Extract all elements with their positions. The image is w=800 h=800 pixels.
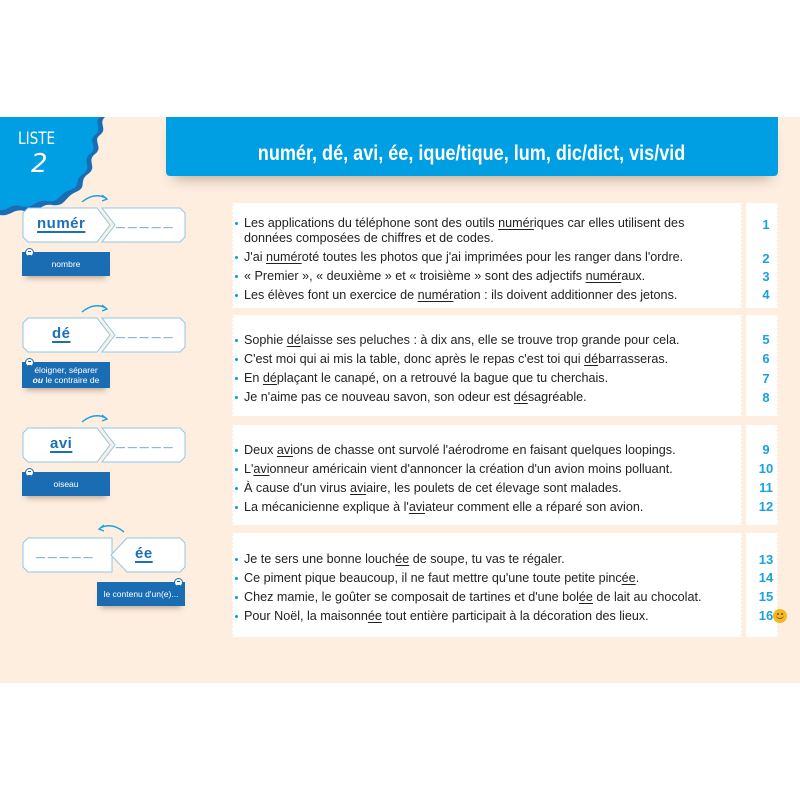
equals-icon (25, 248, 34, 257)
sentence: L'avionneur américain vient d'annoncer la création d'un avion moins polluant. (232, 462, 734, 477)
root-card-ee (22, 537, 192, 573)
meaning-label (22, 252, 110, 276)
sentence-number: 14 (758, 570, 774, 585)
sentence-number: 16 (758, 608, 774, 623)
underlined-root: numér (417, 288, 454, 302)
underlined-root: dé (513, 390, 528, 404)
underlined-root: numér (585, 269, 622, 283)
list-badge (0, 117, 150, 217)
meaning-text: oiseau (53, 479, 79, 489)
sentence: Sophie délaisse ses peluches : à dix ans, elle se trouve trop grande pour cela. (232, 333, 734, 348)
badge-title: LISTE (18, 129, 56, 149)
underlined-root: numér (266, 250, 302, 264)
smiley-face-icon (773, 609, 787, 623)
sentence-number: 12 (758, 499, 774, 514)
badge-number: 2 (31, 149, 48, 179)
meaning-text: éloigner, séparer (34, 365, 98, 375)
underlined-root: avi (253, 462, 270, 476)
sentence-panel-avi (232, 425, 742, 525)
sentence-number: 2 (762, 251, 770, 266)
root-blank: _____ (116, 433, 176, 450)
sentence-number: 5 (762, 332, 770, 347)
curved-arrow-icon (80, 302, 110, 314)
sentence-number: 9 (762, 442, 770, 457)
root-blank: _____ (116, 323, 176, 340)
sentence: Pour Noël, la maisonnée tout entière participait à la décoration des lieux. (232, 609, 734, 624)
sentence-number: 3 (762, 269, 770, 284)
underlined-root: ée (367, 609, 382, 623)
meaning-label (97, 582, 185, 606)
sentence-panel-ee (232, 533, 742, 637)
meaning-text: nombre (51, 259, 81, 269)
underlined-root: dé (262, 371, 277, 385)
sentence: En déplaçant le canapé, on a retrouvé la bague que tu cherchais. (232, 371, 734, 386)
meaning-label (22, 472, 110, 496)
sentence-number: 10 (758, 461, 774, 476)
underlined-root: dé (584, 352, 599, 366)
number-column (746, 425, 778, 525)
underlined-root: ée (578, 590, 593, 604)
underlined-root: avi (350, 481, 367, 495)
meaning-label (22, 362, 110, 388)
equals-icon (25, 468, 34, 477)
sentence: J'ai numéroté toutes les photos que j'ai imprimées pour les ranger dans l'ordre. (232, 250, 734, 265)
root-blank: _____ (116, 213, 176, 230)
underlined-root: numér (498, 216, 534, 230)
meaning-or: ou (32, 375, 44, 385)
underlined-root: ée (621, 571, 636, 585)
number-column (746, 203, 778, 308)
root-card-de (22, 317, 192, 353)
meaning-text: le contraire de (45, 375, 100, 385)
meaning-text: le contenu d'un(e)... (103, 589, 179, 599)
equals-icon (25, 358, 34, 367)
sentence-panel-de (232, 315, 742, 416)
underlined-root: avi (276, 443, 294, 457)
underlined-root: dé (286, 333, 301, 347)
root-blank: _____ (36, 543, 96, 560)
root-card-numer (22, 207, 192, 243)
underlined-root: ée (395, 552, 410, 566)
sentence-number: 7 (762, 371, 770, 386)
sentence-number: 11 (759, 480, 773, 495)
root-word: numér (37, 215, 86, 232)
root-word: ée (135, 545, 153, 562)
sentence: Je te sers une bonne louchée de soupe, tu vas te régaler. (232, 552, 734, 567)
sentence: Deux avions de chasse ont survolé l'aérodrome en faisant quelques loopings. (232, 443, 734, 458)
sentence: Je n'aime pas ce nouveau savon, son odeur est désagréable. (232, 390, 734, 405)
curved-arrow-icon (80, 192, 110, 204)
sentence: Les élèves font un exercice de numération : ils doivent additionner des jetons. (232, 288, 734, 303)
number-column (746, 315, 778, 416)
sentence: Ce piment pique beaucoup, il ne faut mettre qu'une toute petite pincée. (232, 571, 734, 586)
sentence-number: 13 (758, 552, 774, 567)
sentence: À cause d'un virus aviaire, les poulets de cet élevage sont malades. (232, 481, 734, 496)
sentence: Les applications du téléphone sont des outils numériques car elles utilisent des données composées de chiffres et de codes. (232, 216, 734, 246)
root-word: avi (50, 435, 73, 452)
number-column (746, 533, 778, 637)
equals-icon (174, 578, 183, 587)
page-header (166, 117, 778, 176)
root-card-avi (22, 427, 192, 463)
curved-arrow-icon (80, 412, 110, 424)
sentence-number: 15 (758, 589, 774, 604)
root-word: dé (52, 325, 71, 342)
curved-arrow-icon (96, 522, 126, 534)
sentence: « Premier », « deuxième » et « troisième » sont des adjectifs numéraux. (232, 269, 734, 284)
sentence-panel-numer (232, 203, 742, 308)
sentence-number: 1 (762, 217, 770, 232)
sentence: C'est moi qui ai mis la table, donc après le repas c'est toi qui débarrasseras. (232, 352, 734, 367)
underlined-root: avi (408, 500, 425, 514)
sentence-number: 4 (762, 287, 770, 302)
sentence-number: 6 (762, 351, 770, 366)
page-title: numér, dé, avi, ée, ique/tique, lum, dic/dict, vis/vid (258, 141, 686, 165)
sentence: Chez mamie, le goûter se composait de tartines et d'une bolée de lait au chocolat. (232, 590, 734, 605)
sentence: La mécanicienne explique à l'aviateur comment elle a réparé son avion. (232, 500, 734, 515)
sentence-number: 8 (762, 390, 770, 405)
